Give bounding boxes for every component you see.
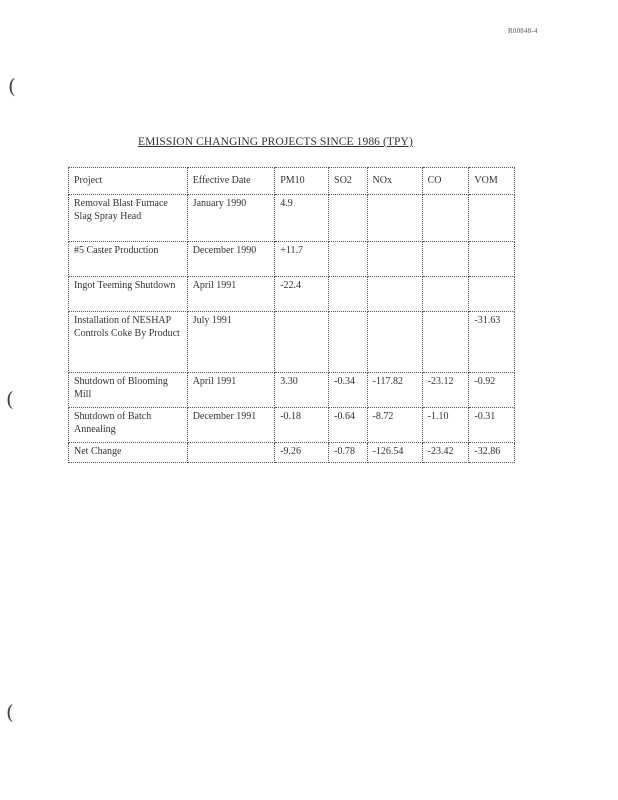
cell-nox: -126.54 [367, 443, 422, 463]
cell-vom [469, 195, 515, 242]
header-project: Project [69, 168, 188, 195]
cell-vom: -32.86 [469, 443, 515, 463]
header-so2: SO2 [329, 168, 367, 195]
cell-co: -23.42 [422, 443, 469, 463]
cell-nox: -8.72 [367, 408, 422, 443]
cell-so2 [329, 242, 367, 277]
table-row [69, 242, 515, 277]
cell-vom [469, 242, 515, 277]
page-title: EMISSION CHANGING PROJECTS SINCE 1986 (TPY) [138, 136, 413, 148]
cell-project: Net Change [69, 443, 188, 463]
cell-pm10: 4.9 [275, 195, 329, 242]
cell-project: Shutdown of Blooming Mill [69, 373, 188, 408]
cell-project: Installation of NESHAP Controls Coke By Product [69, 312, 188, 373]
cell-co: -1.10 [422, 408, 469, 443]
punch-hole-mark-bottom: ( [6, 700, 14, 724]
cell-nox [367, 242, 422, 277]
table-row [69, 277, 515, 312]
cell-vom: -0.92 [469, 373, 515, 408]
cell-nox: -117.82 [367, 373, 422, 408]
cell-pm10: -9.26 [275, 443, 329, 463]
cell-so2: -0.64 [329, 408, 367, 443]
cell-co [422, 277, 469, 312]
cell-so2 [329, 277, 367, 312]
cell-pm10: -0.18 [275, 408, 329, 443]
cell-nox [367, 195, 422, 242]
cell-date [187, 443, 275, 463]
header-effective-date: Effective Date [187, 168, 275, 195]
cell-so2: -0.34 [329, 373, 367, 408]
cell-pm10: -22.4 [275, 277, 329, 312]
cell-date: January 1990 [187, 195, 275, 242]
punch-hole-mark-middle: ( [6, 387, 14, 411]
cell-date: April 1991 [187, 277, 275, 312]
cell-pm10: 3.30 [275, 373, 329, 408]
cell-vom [469, 277, 515, 312]
cell-pm10: +11.7 [275, 242, 329, 277]
table-total-row [69, 443, 515, 463]
table-row [69, 195, 515, 242]
cell-co: -23.12 [422, 373, 469, 408]
document-id: R00848-4 [508, 27, 538, 35]
cell-vom: -31.63 [469, 312, 515, 373]
cell-project: Removal Blast Furnace Slag Spray Head [69, 195, 188, 242]
table-header-row [69, 168, 515, 195]
cell-vom: -0.31 [469, 408, 515, 443]
cell-date: December 1991 [187, 408, 275, 443]
table-row [69, 312, 515, 373]
cell-project: Shutdown of Batch Annealing [69, 408, 188, 443]
cell-co [422, 242, 469, 277]
header-nox: NOx [367, 168, 422, 195]
table-row [69, 408, 515, 443]
header-co: CO [422, 168, 469, 195]
cell-project: Ingot Teeming Shutdown [69, 277, 188, 312]
cell-co [422, 195, 469, 242]
cell-so2 [329, 195, 367, 242]
cell-date: July 1991 [187, 312, 275, 373]
header-vom: VOM [469, 168, 515, 195]
cell-date: December 1990 [187, 242, 275, 277]
cell-so2: -0.78 [329, 443, 367, 463]
cell-date: April 1991 [187, 373, 275, 408]
cell-project: #5 Caster Production [69, 242, 188, 277]
header-pm10: PM10 [275, 168, 329, 195]
table-row [69, 373, 515, 408]
punch-hole-mark-top: ( [8, 74, 16, 98]
cell-nox [367, 277, 422, 312]
emissions-table [68, 167, 515, 463]
cell-pm10 [275, 312, 329, 373]
cell-nox [367, 312, 422, 373]
cell-co [422, 312, 469, 373]
cell-so2 [329, 312, 367, 373]
